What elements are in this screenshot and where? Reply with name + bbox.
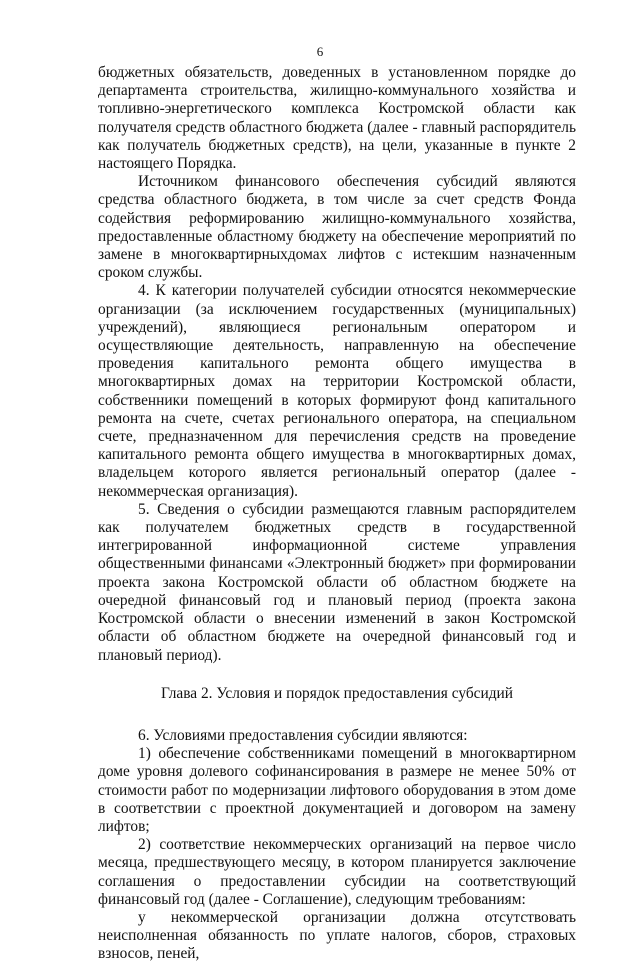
- paragraph-funding-source: Источником финансового обеспечения субсидий являются средства областного бюджета, в том числе за счет средств Фонда содействия реформированию жилищно-коммунального хозяйства, предоставленные областному бюджету на обеспечение мероприятий по замене в многоквартирныхдомах лифтов с истекшим назначенным сроком службы.: [98, 173, 576, 282]
- paragraph-condition-2: 2) соответствие некоммерческих организаций на первое число месяца, предшествующего месяцу, в котором планируется заключение соглашения о предоставлении субсидии на соответствующий финансовый год (далее - Соглашение), следующим требованиям:: [98, 836, 576, 908]
- paragraph-item-6: 6. Условиями предоставления субсидии являются:: [138, 726, 468, 744]
- page-number: 6: [316, 44, 324, 59]
- paragraph-continuation: бюджетных обязательств, доведенных в установленном порядке до департамента строительства, жилищно-коммунального хозяйства и топливно-энергетического комплекса Костромской области как получателя средств областного бюджета (далее - главный распорядитель как получатель бюджетных средств), на цели, указанные в пункте 2 настоящего Порядка.: [98, 64, 576, 173]
- paragraph-item-5: 5. Сведения о субсидии размещаются главным распорядителем как получателем бюджетных средств в государственной интегрированной информационной системе управления общественными финансами «Электронный бюджет» при формировании проекта закона Костромской области об областном бюджете на очередной финансовый год и плановый период (проекта закона Костромской области о внесении изменений в закон Костромской области об областном бюджете на очередной финансовый год и плановый период).: [98, 500, 576, 664]
- document-body: [98, 64, 576, 964]
- paragraph-item-4: 4. К категории получателей субсидии относятся некоммерческие организации (за исключением государственных (муниципальных) учреждений), являющиеся региональным оператором и осуществляющие деятельность, направленную на обеспечение проведения капитального ремонта общего имущества в многоквартирных домах на территории Костромской области, собственники помещений в которых формируют фонд капитального ремонта на счете, счетах регионального оператора, на специальном счете, предназначенном для перечисления средств на проведение капитального ремонта общего имущества в многоквартирных домах, владельцем которого является региональный оператор (далее - некоммерческая организация).: [98, 282, 576, 500]
- paragraph-requirement: у некоммерческой организации должна отсутствовать неисполненная обязанность по уплате налогов, сборов, страховых взносов, пеней,: [98, 908, 576, 963]
- paragraph-condition-1: 1) обеспечение собственниками помещений в многоквартирном доме уровня долевого софинансирования в размере не менее 50% от стоимости работ по модернизации лифтового оборудования в этом доме в соответствии с проектной документацией и договором на замену лифтов;: [98, 745, 576, 835]
- chapter-heading: Глава 2. Условия и порядок предоставления субсидий: [160, 684, 514, 702]
